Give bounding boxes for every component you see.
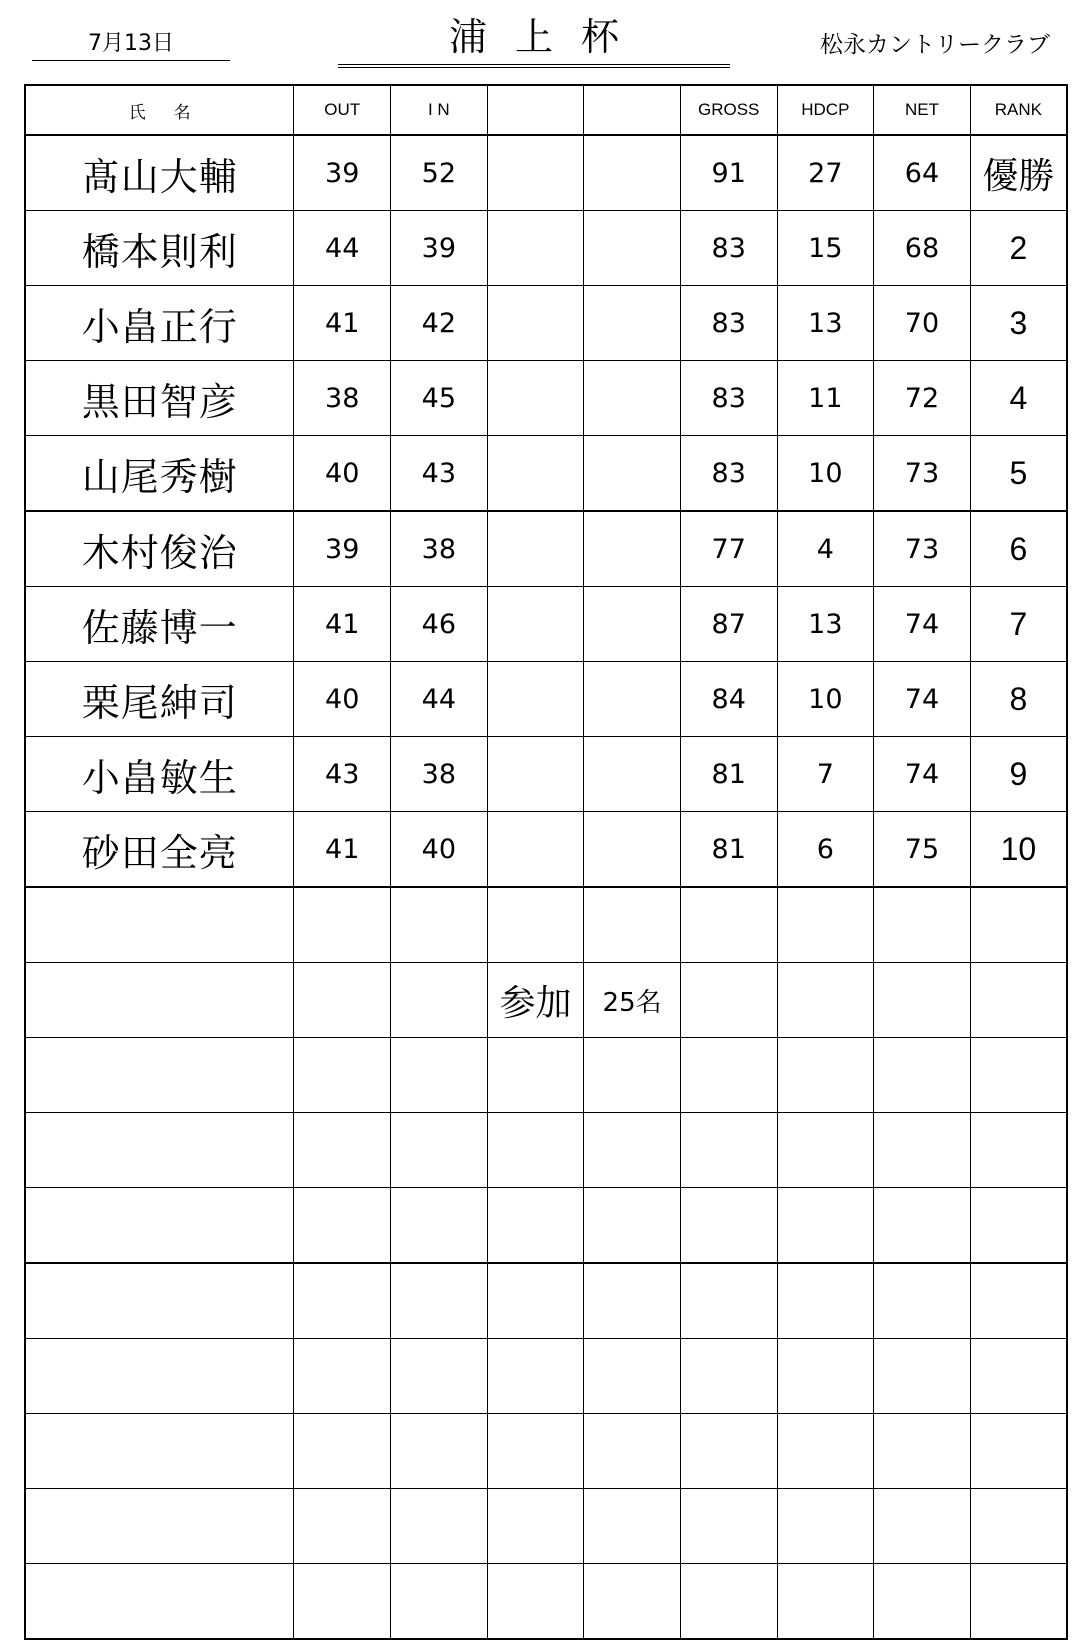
blank-cell: [487, 286, 584, 361]
blank-cell: [294, 1113, 391, 1188]
blank-cell: [680, 1188, 777, 1264]
blank-cell: [777, 1414, 874, 1489]
blank-cell: [294, 1414, 391, 1489]
blank-cell: [874, 1263, 971, 1339]
net-score: 74: [874, 587, 971, 662]
player-name: 栗尾紳司: [25, 662, 294, 737]
blank-cell: [391, 1489, 488, 1564]
in-score: 40: [391, 812, 488, 888]
blank-cell: [584, 511, 681, 587]
blank-cell: [294, 887, 391, 963]
blank-cell: [874, 1564, 971, 1640]
handicap: 13: [777, 587, 874, 662]
in-score: 38: [391, 511, 488, 587]
empty-row: [25, 1414, 1067, 1489]
blank-cell: [970, 1038, 1067, 1113]
blank-cell: [391, 1564, 488, 1640]
empty-row: [25, 1038, 1067, 1113]
out-score: 44: [294, 211, 391, 286]
rank: 9: [970, 737, 1067, 812]
player-name: 小畠敏生: [25, 737, 294, 812]
blank-cell: [25, 1038, 294, 1113]
out-score: 38: [294, 361, 391, 436]
blank-cell: [680, 1038, 777, 1113]
blank-cell: [25, 963, 294, 1038]
blank-cell: [487, 1188, 584, 1264]
in-score: 42: [391, 286, 488, 361]
blank-cell: [25, 1263, 294, 1339]
blank-cell: [777, 1339, 874, 1414]
blank-cell: [680, 1564, 777, 1640]
blank-cell: [777, 1038, 874, 1113]
blank-cell: [584, 1414, 681, 1489]
player-name: 小畠正行: [25, 286, 294, 361]
out-score: 41: [294, 812, 391, 888]
gross-score: 84: [680, 662, 777, 737]
rank: 7: [970, 587, 1067, 662]
blank-cell: [487, 587, 584, 662]
table-row: [25, 662, 1067, 737]
event-title: 浦上杯: [338, 12, 730, 68]
blank-cell: [487, 1489, 584, 1564]
handicap: 6: [777, 812, 874, 888]
out-score: 43: [294, 737, 391, 812]
blank-cell: [391, 1414, 488, 1489]
in-score: 46: [391, 587, 488, 662]
blank-cell: [970, 963, 1067, 1038]
table-row: [25, 361, 1067, 436]
gross-score: 81: [680, 812, 777, 888]
rank: 5: [970, 436, 1067, 512]
blank-cell: [294, 1489, 391, 1564]
blank-cell: [970, 1339, 1067, 1414]
gross-score: 87: [680, 587, 777, 662]
blank-cell: [487, 662, 584, 737]
blank-cell: [487, 1263, 584, 1339]
blank-cell: [970, 1414, 1067, 1489]
handicap: 7: [777, 737, 874, 812]
participants-label: 参加: [487, 963, 584, 1038]
table-row: [25, 812, 1067, 888]
blank-cell: [294, 1038, 391, 1113]
empty-row: [25, 887, 1067, 963]
blank-cell: [584, 737, 681, 812]
blank-cell: [680, 1263, 777, 1339]
player-name: 佐藤博一: [25, 587, 294, 662]
rank: 4: [970, 361, 1067, 436]
column-header-hdcp: HDCP: [777, 85, 874, 135]
column-header-in: I N: [391, 85, 488, 135]
blank-cell: [777, 1489, 874, 1564]
blank-cell: [487, 1564, 584, 1640]
blank-cell: [777, 1188, 874, 1264]
blank-cell: [391, 1113, 488, 1188]
blank-cell: [391, 963, 488, 1038]
table-row: [25, 737, 1067, 812]
blank-cell: [25, 1489, 294, 1564]
blank-cell: [391, 887, 488, 963]
blank-cell: [584, 286, 681, 361]
blank-cell: [584, 1339, 681, 1414]
empty-row: [25, 1188, 1067, 1264]
net-score: 74: [874, 662, 971, 737]
empty-row: [25, 1489, 1067, 1564]
player-name: 黒田智彦: [25, 361, 294, 436]
blank-cell: [487, 361, 584, 436]
blank-cell: [874, 887, 971, 963]
blank-cell: [680, 1113, 777, 1188]
column-header-rank: RANK: [970, 85, 1067, 135]
blank-cell: [970, 1113, 1067, 1188]
blank-cell: [874, 1339, 971, 1414]
gross-score: 81: [680, 737, 777, 812]
blank-cell: [487, 1113, 584, 1188]
blank-cell: [874, 1489, 971, 1564]
rank: 3: [970, 286, 1067, 361]
out-score: 39: [294, 135, 391, 211]
blank-cell: [487, 135, 584, 211]
blank-cell: [487, 211, 584, 286]
in-score: 45: [391, 361, 488, 436]
blank-cell: [584, 1564, 681, 1640]
in-score: 44: [391, 662, 488, 737]
gross-score: 91: [680, 135, 777, 211]
out-score: 41: [294, 587, 391, 662]
column-header-name: 氏名: [25, 85, 294, 135]
in-score: 52: [391, 135, 488, 211]
out-score: 39: [294, 511, 391, 587]
blank-cell: [294, 1564, 391, 1640]
blank-cell: [294, 1188, 391, 1264]
net-score: 73: [874, 511, 971, 587]
blank-cell: [584, 587, 681, 662]
blank-cell: [970, 1489, 1067, 1564]
blank-cell: [294, 963, 391, 1038]
blank-cell: [584, 887, 681, 963]
blank-cell: [487, 1038, 584, 1113]
blank-cell: [874, 1414, 971, 1489]
blank-cell: [584, 812, 681, 888]
blank-cell: [25, 1564, 294, 1640]
table-row: [25, 286, 1067, 361]
out-score: 40: [294, 662, 391, 737]
blank-cell: [391, 1339, 488, 1414]
handicap: 4: [777, 511, 874, 587]
blank-cell: [584, 211, 681, 286]
table-row: [25, 511, 1067, 587]
table-row: [25, 211, 1067, 286]
participants-row: [25, 963, 1067, 1038]
blank-cell: [777, 1113, 874, 1188]
net-score: 68: [874, 211, 971, 286]
player-name: 山尾秀樹: [25, 436, 294, 512]
blank-cell: [584, 1263, 681, 1339]
blank-cell: [25, 1414, 294, 1489]
blank-cell: [584, 361, 681, 436]
net-score: 64: [874, 135, 971, 211]
net-score: 70: [874, 286, 971, 361]
empty-row: [25, 1113, 1067, 1188]
blank-cell: [874, 1188, 971, 1264]
column-header-gross: GROSS: [680, 85, 777, 135]
blank-cell: [294, 1339, 391, 1414]
blank-cell: [25, 1339, 294, 1414]
blank-cell: [874, 1038, 971, 1113]
blank-cell: [487, 1414, 584, 1489]
blank-cell: [680, 1414, 777, 1489]
net-score: 72: [874, 361, 971, 436]
blank-cell: [487, 887, 584, 963]
gross-score: 83: [680, 436, 777, 512]
blank-cell: [25, 1113, 294, 1188]
net-score: 75: [874, 812, 971, 888]
blank-cell: [584, 1489, 681, 1564]
blank-cell: [874, 1113, 971, 1188]
blank-cell: [874, 963, 971, 1038]
player-name: 髙山大輔: [25, 135, 294, 211]
blank-cell: [680, 1339, 777, 1414]
net-score: 74: [874, 737, 971, 812]
blank-cell: [584, 1113, 681, 1188]
blank-cell: [680, 1489, 777, 1564]
handicap: 10: [777, 436, 874, 512]
rank: 10: [970, 812, 1067, 888]
event-date: 7月13日: [32, 28, 230, 61]
player-name: 木村俊治: [25, 511, 294, 587]
gross-score: 83: [680, 211, 777, 286]
blank-cell: [777, 887, 874, 963]
empty-row: [25, 1564, 1067, 1640]
gross-score: 83: [680, 286, 777, 361]
results-table: [24, 84, 1068, 1640]
blank-cell: [391, 1263, 488, 1339]
blank-cell: [970, 1263, 1067, 1339]
rank: 2: [970, 211, 1067, 286]
blank-cell: [584, 436, 681, 512]
column-header-blank-1: [487, 85, 584, 135]
column-header-out: OUT: [294, 85, 391, 135]
in-score: 43: [391, 436, 488, 512]
in-score: 38: [391, 737, 488, 812]
handicap: 13: [777, 286, 874, 361]
blank-cell: [487, 737, 584, 812]
blank-cell: [25, 887, 294, 963]
table-row: [25, 135, 1067, 211]
out-score: 40: [294, 436, 391, 512]
gross-score: 77: [680, 511, 777, 587]
in-score: 39: [391, 211, 488, 286]
blank-cell: [487, 436, 584, 512]
blank-cell: [970, 887, 1067, 963]
blank-cell: [294, 1263, 391, 1339]
blank-cell: [487, 812, 584, 888]
blank-cell: [777, 1263, 874, 1339]
blank-cell: [584, 1188, 681, 1264]
blank-cell: [584, 135, 681, 211]
handicap: 15: [777, 211, 874, 286]
blank-cell: [970, 1188, 1067, 1264]
player-name: 橋本則利: [25, 211, 294, 286]
blank-cell: [970, 1564, 1067, 1640]
blank-cell: [487, 511, 584, 587]
player-name: 砂田全亮: [25, 812, 294, 888]
rank: 8: [970, 662, 1067, 737]
out-score: 41: [294, 286, 391, 361]
handicap: 11: [777, 361, 874, 436]
table-row: [25, 436, 1067, 512]
handicap: 27: [777, 135, 874, 211]
club-name: 松永カントリークラブ: [820, 32, 1050, 58]
rank: 優勝: [970, 135, 1067, 211]
blank-cell: [777, 963, 874, 1038]
handicap: 10: [777, 662, 874, 737]
blank-cell: [391, 1188, 488, 1264]
blank-cell: [584, 1038, 681, 1113]
blank-cell: [584, 662, 681, 737]
gross-score: 83: [680, 361, 777, 436]
blank-cell: [680, 963, 777, 1038]
blank-cell: [680, 887, 777, 963]
column-header-blank-2: [584, 85, 681, 135]
blank-cell: [487, 1339, 584, 1414]
blank-cell: [25, 1188, 294, 1264]
net-score: 73: [874, 436, 971, 512]
empty-row: [25, 1339, 1067, 1414]
column-header-net: NET: [874, 85, 971, 135]
rank: 6: [970, 511, 1067, 587]
blank-cell: [391, 1038, 488, 1113]
participants-count: 25名: [584, 963, 681, 1038]
table-row: [25, 587, 1067, 662]
blank-cell: [777, 1564, 874, 1640]
empty-row: [25, 1263, 1067, 1339]
table-header-row: [25, 85, 1067, 135]
